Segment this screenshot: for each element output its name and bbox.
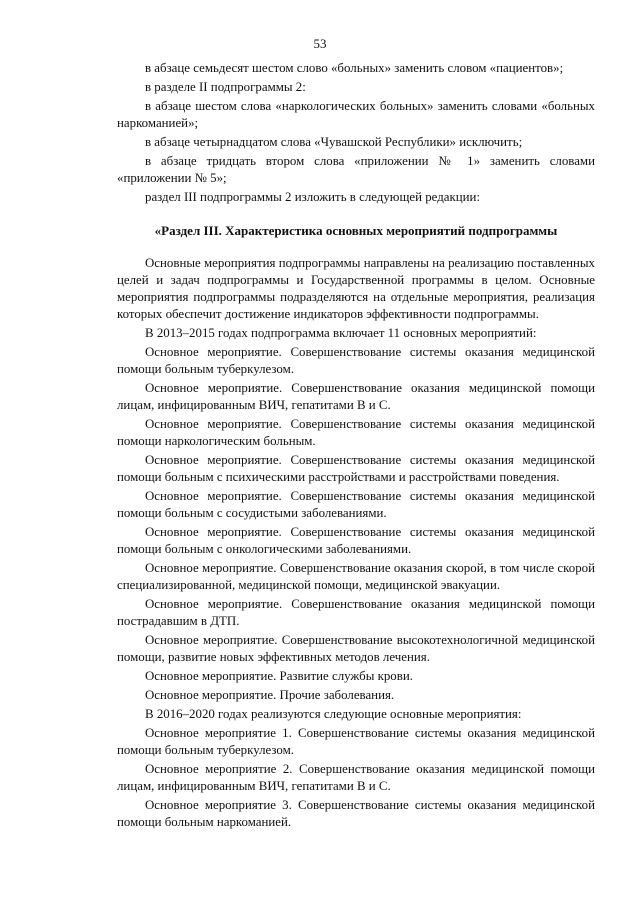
section-paragraph: Основное мероприятие. Совершенствование системы оказания медицинской помощи больным туберкулезом. (117, 345, 595, 376)
section-paragraph: Основное мероприятие. Совершенствование высокотехнологичной медицинской помощи, развитие новых эффективных методов лечения. (117, 633, 595, 664)
section-paragraph: Основное мероприятие. Совершенствование системы оказания медицинской помощи больным с психическими расстройствами и расстройствами поведения. (117, 453, 595, 484)
document-body (117, 60, 595, 833)
section-paragraph: Основное мероприятие. Совершенствование системы оказания медицинской помощи наркологическим больным. (117, 417, 595, 448)
intro-paragraph: в абзаце шестом слова «наркологических больных» заменить словами «больных наркоманией»; (117, 99, 595, 130)
intro-paragraph: в абзаце семьдесят шестом слово «больных» заменить словом «пациентов»; (145, 61, 564, 75)
section-paragraph: В 2013–2015 годах подпрограмма включает 11 основных мероприятий: (145, 326, 537, 340)
section-paragraph: Основное мероприятие. Прочие заболевания. (145, 688, 395, 702)
section-paragraph: Основное мероприятие. Совершенствование системы оказания медицинской помощи больным с онкологическими заболеваниями. (117, 525, 595, 556)
section-paragraph: Основное мероприятие. Совершенствование системы оказания медицинской помощи больным с сосудистыми заболеваниями. (117, 489, 595, 520)
intro-paragraph: в абзаце тридцать втором слова «приложении № 1» заменить словами «приложении № 5»; (117, 154, 595, 185)
section-paragraph: Основное мероприятие. Совершенствование оказания медицинской помощи пострадавшим в ДТП. (117, 597, 595, 628)
section-paragraph: Основное мероприятие. Совершенствование оказания медицинской помощи лицам, инфицированным ВИЧ, гепатитами В и С. (117, 381, 595, 412)
section-paragraph: В 2016–2020 годах реализуются следующие основные мероприятия: (145, 707, 522, 721)
section-title: «Раздел III. Характеристика основных мероприятий подпрограммы (154, 223, 558, 238)
section-paragraph: Основные мероприятия подпрограммы направлены на реализацию поставленных целей и задач подпрограммы и Государственной программы в целом. Основные мероприятия подпрограммы подразделяются на отдельные мероприятия, реализация которых обеспечит достижение индикаторов эффективности подпрограммы. (117, 256, 595, 321)
intro-paragraph: в абзаце четырнадцатом слова «Чувашской Республики» исключить; (145, 135, 523, 149)
section-paragraph: Основное мероприятие 2. Совершенствование оказания медицинской помощи лицам, инфицированным ВИЧ, гепатитами В и С. (117, 762, 595, 793)
intro-paragraph: раздел III подпрограммы 2 изложить в следующей редакции: (145, 190, 481, 204)
section-paragraph: Основное мероприятие 3. Совершенствование системы оказания медицинской помощи больным наркоманией. (117, 798, 595, 829)
intro-paragraph: в разделе II подпрограммы 2: (145, 80, 306, 94)
section-paragraph: Основное мероприятие 1. Совершенствование системы оказания медицинской помощи больным туберкулезом. (117, 726, 595, 757)
section-paragraph: Основное мероприятие. Развитие службы крови. (145, 669, 413, 683)
page-number: 53 (313, 36, 327, 51)
section-paragraph: Основное мероприятие. Совершенствование оказания скорой, в том числе скорой специализированной, медицинской помощи, медицинской эвакуации. (117, 561, 595, 592)
